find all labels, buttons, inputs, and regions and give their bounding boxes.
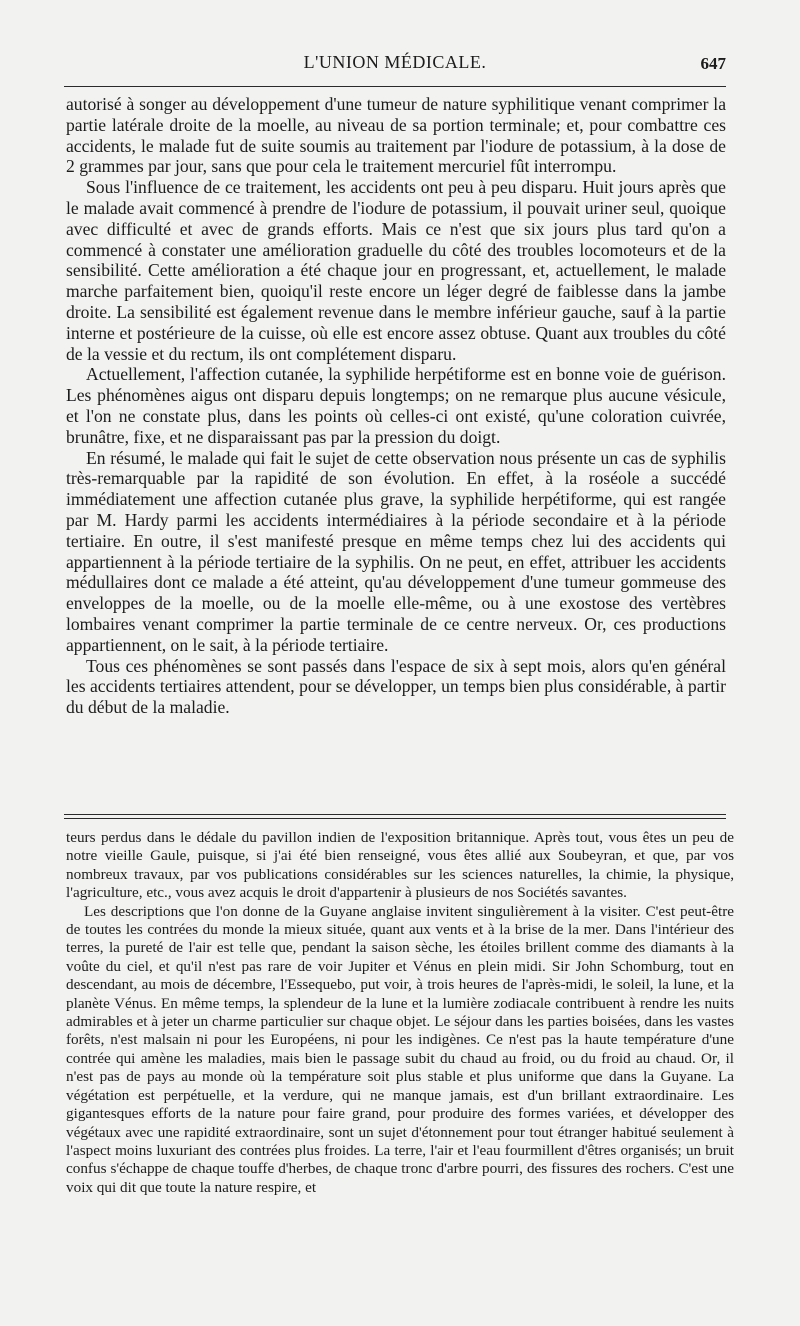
feuilleton-body	[66, 829, 734, 1197]
feuilleton-separator-rule-thin	[64, 818, 726, 819]
article-body	[66, 94, 726, 718]
feuilleton-separator-rule	[64, 814, 726, 815]
article-paragraph: Actuellement, l'affection cutanée, la syphilide herpétiforme est en bonne voie de guérison. Les phénomènes aigus ont disparu depuis longtemps; on ne remarque plus aucune vésicule, et l'on ne constate plus, dans les points où celles-ci ont existé, qu'une coloration cuivrée, brunâtre, fixe, et ne disparaissant pas par la pression du doigt.	[66, 364, 726, 447]
header-rule	[64, 86, 726, 87]
article-paragraph: Sous l'influence de ce traitement, les accidents ont peu à peu disparu. Huit jours après que le malade avait commencé à prendre de l'iodure de potassium, il pouvait uriner seul, quoique avec difficulté et avec de grands efforts. Mais ce n'est que six jours plus tard qu'on a commencé à constater une amélioration graduelle du côté des troubles locomoteurs et de la sensibilité. Cette amélioration a été chaque jour en progressant, et, actuellement, le malade marche parfaitement bien, quoiqu'il reste encore un léger degré de faiblesse dans la jambe droite. La sensibilité est également revenue dans le membre inférieur gauche, sauf à la partie interne et postérieure de la cuisse, où elle est encore assez obtuse. Quant aux troubles du côté de la vessie et du rectum, ils ont complétement disparu.	[66, 177, 726, 364]
page-number: 647	[700, 54, 726, 73]
article-paragraph: autorisé à songer au développement d'une tumeur de nature syphilitique venant comprimer la partie latérale droite de la moelle, au niveau de sa portion terminale; et, pour combattre ces accidents, le malade fut de suite soumis au traitement par l'iodure de potassium, à la dose de 2 grammes par jour, sans que pour cela le traitement mercuriel fût interrompu.	[66, 94, 726, 177]
running-title: L'UNION MÉDICALE.	[303, 52, 487, 72]
feuilleton-paragraph: Les descriptions que l'on donne de la Guyane anglaise invitent singulièrement à la visiter. C'est peut-être de toutes les contrées du monde la mieux située, quant aux vents et à la brise de la mer. Dans l'intérieur des terres, la pureté de l'air est telle que, pendant la saison sèche, les étoiles brillent comme des diamants à la voûte du ciel, et qu'il n'est pas rare de voir Jupiter et Vénus en plein midi. Sir John Schomburg, tout en descendant, au mois de décembre, l'Essequebo, put voir, à trois heures de l'après-midi, le soleil, la lune, et la planète Vénus. En même temps, la splendeur de la lune et la lumière zodiacale contribuent à rendre les nuits admirables et à jeter un charme particulier sur chaque objet. Le séjour dans les parties boisées, dans les vastes forêts, n'est malsain ni pour les Européens, ni pour les indigènes. Ce n'est pas la haute température d'une contrée qui amène les maladies, mais bien le passage subit du chaud au froid, ou du froid au chaud. Or, il n'est pas de pays au monde où la température soit plus stable et plus uniforme que dans la Guyane. La végétation est perpétuelle, et la verdure, qui ne manque jamais, est d'un brillant extraordinaire. Les gigantesques efforts de la nature pour faire grand, pour produire des formes variées, et développer des végétaux avec une rapidité extraordinaire, sont un sujet d'étonnement pour tout étranger habitué seulement à l'aspect moins luxuriant des contrées plus froides. La terre, l'air et l'eau fourmillent d'êtres organisés; un bruit confus s'échappe de chaque touffe d'herbes, de chaque tronc d'arbre pourri, des fissures des rochers. C'est une voix qui dit que toute la nature respire, et	[66, 902, 734, 1196]
feuilleton-paragraph: teurs perdus dans le dédale du pavillon indien de l'exposition britannique. Après tout, vous êtes un peu de notre vieille Gaule, puisque, si j'ai été bien renseigné, vous êtes allié aux Soubeyran, et que, par vos nombreux travaux, par vos publications considérables sur les sciences naturelles, la chimie, la physique, l'agriculture, etc., vous avez acquis le droit d'appartenir à plusieurs de nos Sociétés savantes.	[66, 829, 734, 902]
article-paragraph: En résumé, le malade qui fait le sujet de cette observation nous présente un cas de syphilis très-remarquable par la rapidité de son évolution. En effet, à la roséole a succédé immédiatement une affection cutanée plus grave, la syphilide herpétiforme, qui est rangée par M. Hardy parmi les accidents intermédiaires à la période secondaire et à la période tertiaire. En outre, il s'est manifesté presque en même temps chez lui des accidents qui appartiennent à la période tertiaire de la syphilis. On ne peut, en effet, attribuer les accidents médullaires dont ce malade a été atteint, qu'au développement d'une tumeur gommeuse des enveloppes de la moelle, ou de la moelle elle-même, ou à une exostose des vertèbres lombaires venant comprimer la partie terminale de ce centre nerveux. Or, ces productions appartiennent, on le sait, à la période tertiaire.	[66, 447, 726, 655]
article-paragraph: Tous ces phénomènes se sont passés dans l'espace de six à sept mois, alors qu'en général les accidents tertiaires attendent, pour se développer, un temps bien plus considérable, à partir du début de la maladie.	[66, 655, 726, 718]
running-head	[64, 52, 726, 78]
